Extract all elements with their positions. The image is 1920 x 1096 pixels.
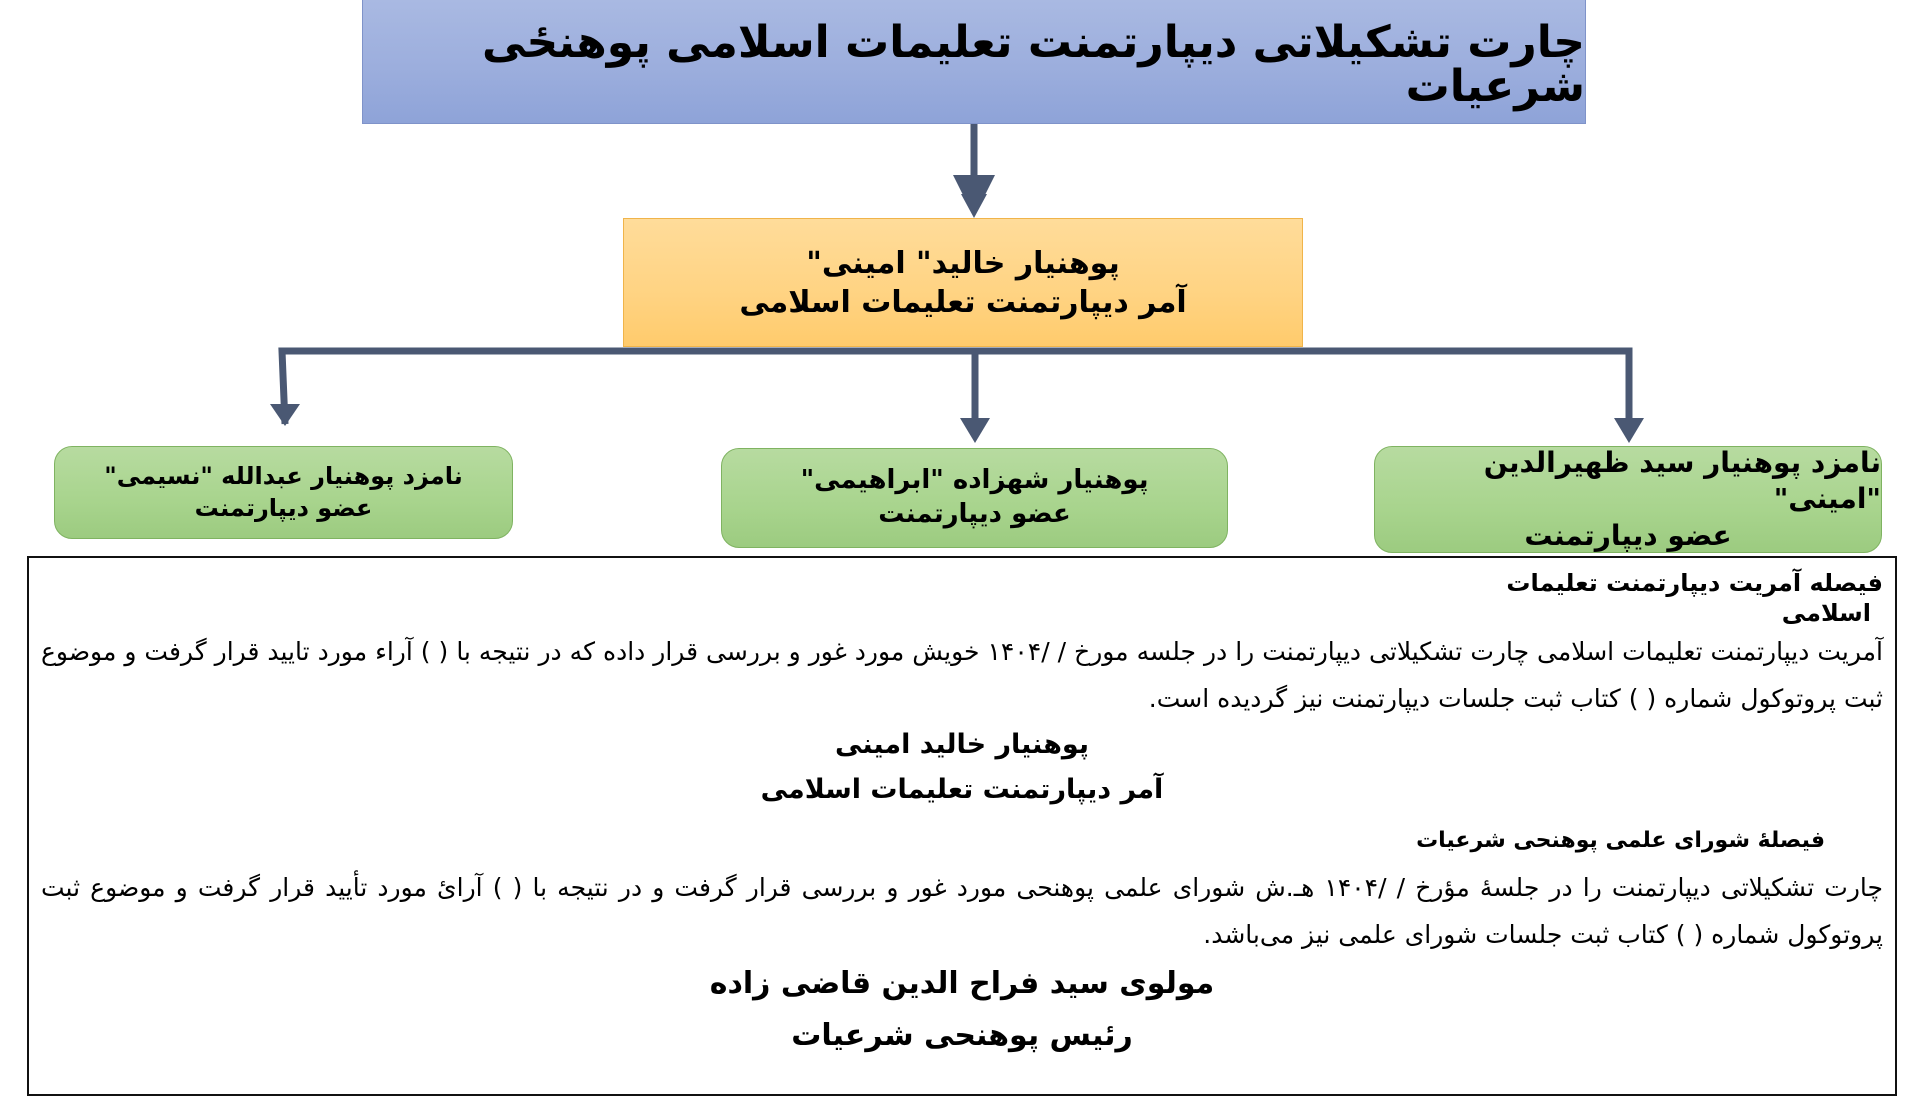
department-signatory-name: پوهنیار خالید امینی xyxy=(835,729,1089,760)
member-name: نامزد پوهنیار سید ظهیرالدین "امینی" xyxy=(1483,445,1881,516)
department-decision-heading-2: اسلامی xyxy=(1781,599,1871,627)
faculty-decision-heading: فیصلهٔ شورای علمی پوهنحی شرعیات xyxy=(1416,828,1825,853)
member-name: پوهنیار شهزاده "ابراهیمی" xyxy=(800,465,1149,496)
chart-title-box xyxy=(362,0,1586,124)
faculty-signatory-title: رئیس پوهنحی شرعیات xyxy=(791,1018,1133,1053)
approval-text-frame xyxy=(27,556,1897,1096)
member-name: نامزد پوهنیار عبدالله "نسیمی" xyxy=(104,462,463,491)
member-role: عضو دیپارتمنت xyxy=(1524,518,1732,552)
member-box-3 xyxy=(54,446,513,539)
member-role: عضو دیپارتمنت xyxy=(878,499,1071,529)
department-head-box xyxy=(623,218,1303,347)
member-box-1 xyxy=(1374,446,1882,553)
chart-title: چارت تشکیلاتی دیپارتمنت تعلیمات اسلامی پوهنځی شرعیات xyxy=(482,17,1585,112)
faculty-decision-paragraph: چارت تشکیلاتی دیپارتمنت را در جلسهٔ مؤرخ / /۱۴۰۴ هـ.ش شورای علمی پوهنحی مورد غور و بررسی قرار گرفت و در نتیجه با ( ) آرائ مورد تأیید قرار گرفت و موضوع ثبت پروتوکول شماره ( ) کتاب ثبت جلسات شورای علمی نیز می‌باشد. xyxy=(41,873,1883,949)
department-decision-paragraph: آمریت دیپارتمنت تعلیمات اسلامی چارت تشکیلاتی دیپارتمنت را در جلسه مورخ / /۱۴۰۴ خویش مورد غور و بررسی قرار داده که در نتیجه با ( ) آراء مورد تایید قرار گرفت و موضوع ثبت پروتوکول شماره ( ) کتاب ثبت جلسات دیپارتمنت نیز گردیده است. xyxy=(41,637,1883,713)
head-name: پوهنیار خالید" امینی" xyxy=(806,245,1120,281)
department-decision-heading: فیصله آمریت دیپارتمنت تعلیمات xyxy=(1506,569,1883,597)
faculty-signatory-name: مولوی سید فراح الدین قاضی زاده xyxy=(709,966,1215,1001)
member-box-2 xyxy=(721,448,1228,548)
member-role: عضو دیپارتمنت xyxy=(194,493,373,522)
head-role: آمر دیپارتمنت تعلیمات اسلامی xyxy=(739,284,1187,320)
department-signatory-title: آمر دیپارتمنت تعلیمات اسلامی xyxy=(760,774,1164,805)
